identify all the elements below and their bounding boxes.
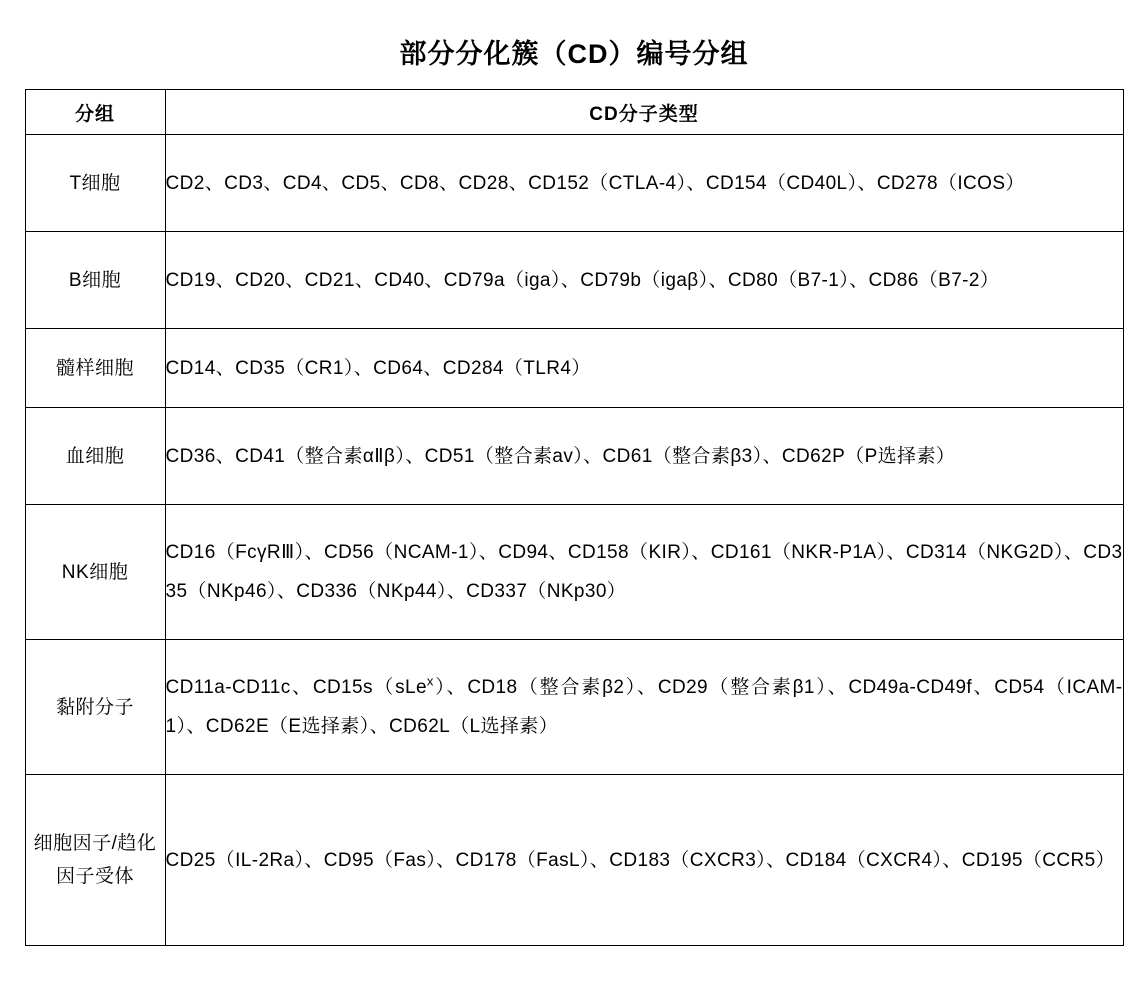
group-label: 髓样细胞 [25,329,165,408]
group-label: NK细胞 [25,505,165,640]
group-content: CD25（IL-2Ra）、CD95（Fas）、CD178（FasL）、CD183（CXCR3）、CD184（CXCR4）、CD195（CCR5） [165,775,1123,946]
group-label: 血细胞 [25,408,165,505]
table-header-row [25,90,1123,135]
table-row [25,232,1123,329]
table-row [25,775,1123,946]
column-header-group: 分组 [25,90,165,135]
column-header-cd-type: CD分子类型 [165,90,1123,135]
group-label: 黏附分子 [25,640,165,775]
table-row [25,329,1123,408]
table-row [25,505,1123,640]
group-content: CD14、CD35（CR1）、CD64、CD284（TLR4） [165,329,1123,408]
table-row [25,135,1123,232]
group-content: CD2、CD3、CD4、CD5、CD8、CD28、CD152（CTLA-4）、CD154（CD40L）、CD278（ICOS） [165,135,1123,232]
group-content: CD36、CD41（整合素αⅡβ）、CD51（整合素av）、CD61（整合素β3）、CD62P（P选择素） [165,408,1123,505]
group-content: CD19、CD20、CD21、CD40、CD79a（iga）、CD79b（igaβ）、CD80（B7-1）、CD86（B7-2） [165,232,1123,329]
group-content [165,640,1123,775]
cd-groups-table [25,89,1124,946]
superscript-x: x [426,673,434,689]
group-label: 细胞因子/趋化因子受体 [25,775,165,946]
page-title: 部分分化簇（CD）编号分组 [399,39,749,69]
document-page [0,32,1148,996]
table-row [25,640,1123,775]
group-content-post: ）、CD18（整合素β2）、CD29（整合素β1）、CD49a-CD49f、CD54（ICAM-1）、CD62E（E选择素）、CD62L（L选择素） [165,677,1123,737]
table-row [25,408,1123,505]
group-content-pre: CD11a-CD11c、CD15s（sLe [165,677,427,698]
group-label: T细胞 [25,135,165,232]
group-label: B细胞 [25,232,165,329]
group-content: CD16（FcγRⅢ）、CD56（NCAM-1）、CD94、CD158（KIR）、CD161（NKR-P1A）、CD314（NKG2D）、CD335（NKp46）、CD336（NKp44）、CD337（NKp30） [165,505,1123,640]
